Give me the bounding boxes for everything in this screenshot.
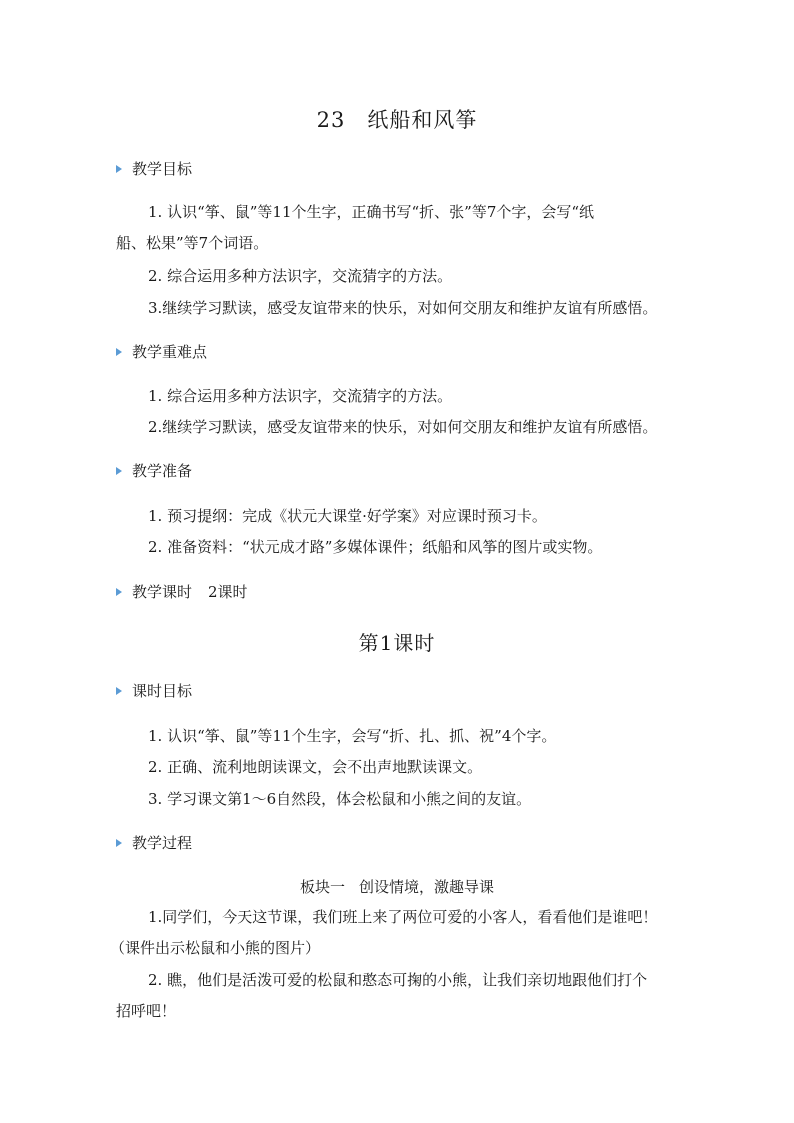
process-paragraph-2: 2. 瞧，他们是活泼可爱的松鼠和憨态可掬的小熊，让我们亲切地跟他们打个	[148, 971, 648, 989]
section-keypoints-heading	[116, 341, 207, 362]
triangle-bullet-icon	[116, 588, 122, 596]
lesson-number: 23	[316, 108, 346, 132]
goal-item-3: 3.继续学习默读，感受友谊带来的快乐，对如何交朋友和维护友谊有所感悟。	[148, 299, 658, 317]
section-preparation-heading	[116, 460, 192, 481]
lesson-title-text: 纸船和风筝	[367, 108, 478, 132]
lesson-period-title: 第1课时	[358, 631, 436, 655]
section-process-heading	[116, 832, 192, 853]
process-paragraph-2-continued: 招呼吧！	[116, 1002, 177, 1020]
lesson-goal-item-3: 3. 学习课文第1～6自然段，体会松鼠和小熊之间的友谊。	[148, 790, 532, 808]
triangle-bullet-icon	[116, 467, 122, 475]
block-title-text: 创设情境，激趣导课	[359, 878, 495, 896]
keypoint-item-2: 2.继续学习默读，感受友谊带来的快乐，对如何交朋友和维护友谊有所感悟。	[148, 418, 658, 436]
triangle-bullet-icon	[116, 839, 122, 847]
section-heading-text: 教学准备	[132, 462, 193, 480]
goal-item-2: 2. 综合运用多种方法识字，交流猜字的方法。	[148, 267, 453, 285]
section-lesson-goals-heading	[116, 680, 192, 701]
process-paragraph-1: 1.同学们，今天这节课，我们班上来了两位可爱的小客人，看看他们是谁吧！	[148, 908, 658, 926]
process-paragraph-1-continued: （课件出示松鼠和小熊的图片）	[110, 939, 321, 957]
section-heading-text: 课时目标	[132, 682, 193, 700]
lesson-goal-item-1: 1. 认识“筝、鼠”等11个生字，会写“折、扎、抓、祝”4个字。	[148, 727, 557, 745]
goal-item-1-continued: 船、松果”等7个词语。	[116, 234, 269, 252]
section-heading-text: 教学过程	[132, 834, 193, 852]
section-heading-text: 教学重难点	[132, 343, 208, 361]
goal-item-1: 1. 认识“筝、鼠”等11个生字，正确书写“折、张”等7个字，会写“纸	[148, 203, 595, 221]
block-heading	[0, 876, 794, 897]
section-heading-text: 教学课时	[132, 583, 193, 601]
triangle-bullet-icon	[116, 687, 122, 695]
section-goals-heading	[116, 158, 192, 179]
section-heading-text: 教学目标	[132, 160, 193, 178]
triangle-bullet-icon	[116, 348, 122, 356]
lesson-title	[0, 104, 794, 134]
lesson-goal-item-2: 2. 正确、流利地朗读课文，会不出声地默读课文。	[148, 758, 483, 776]
triangle-bullet-icon	[116, 165, 122, 173]
block-label: 板块一	[299, 878, 345, 896]
preparation-item-2: 2. 准备资料：“状元成才路”多媒体课件；纸船和风筝的图片或实物。	[148, 538, 603, 556]
preparation-item-1: 1. 预习提纲：完成《状元大课堂·好学案》对应课时预习卡。	[148, 507, 547, 525]
section-hours-heading	[116, 581, 248, 602]
keypoint-item-1: 1. 综合运用多种方法识字，交流猜字的方法。	[148, 387, 453, 405]
hours-value: 2课时	[208, 583, 248, 601]
